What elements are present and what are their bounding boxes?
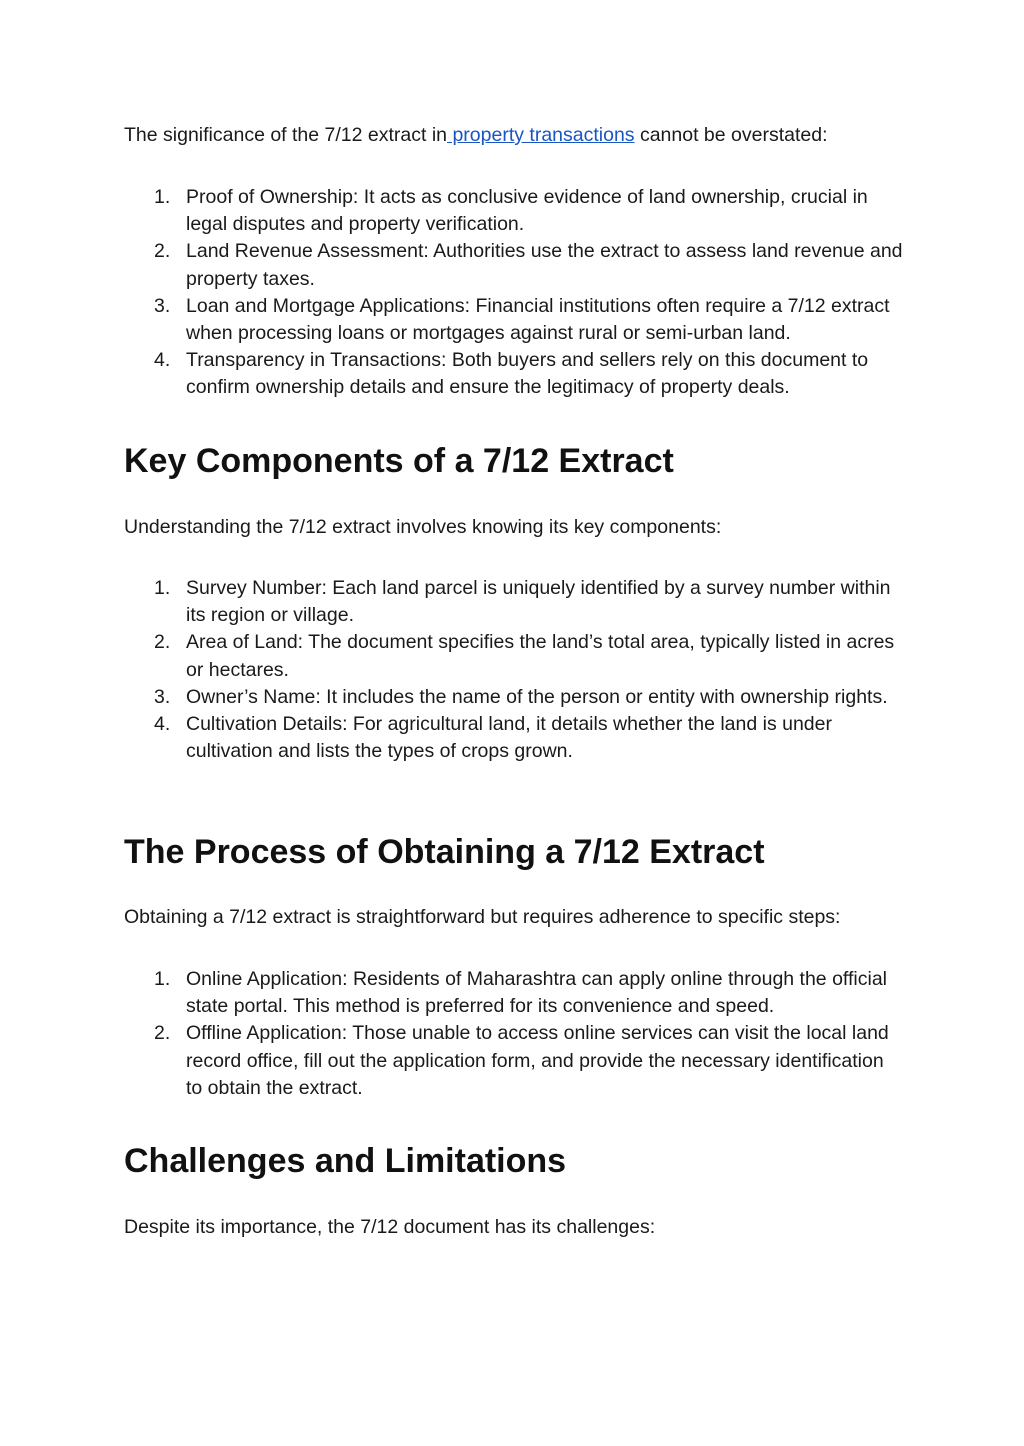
list-item: 1. Survey Number: Each land parcel is uniquely identified by a survey number within its region or village. (154, 577, 891, 627)
list-item: 2. Area of Land: The document specifies the land’s total area, typically listed in acres or hectares. (154, 631, 895, 681)
challenges-intro: Despite its importance, the 7/12 document has its challenges: (124, 1216, 656, 1238)
list-item: 4. Cultivation Details: For agricultural land, it details whether the land is under cultivation and lists the types of crops grown. (154, 713, 832, 763)
components-list (124, 575, 904, 765)
list-item: 2. Land Revenue Assessment: Authorities use the extract to assess land revenue and property taxes. (154, 240, 903, 290)
list-item: 3. Owner’s Name: It includes the name of the person or entity with ownership rights. (154, 685, 888, 708)
process-intro: Obtaining a 7/12 extract is straightforward but requires adherence to specific steps: (124, 906, 841, 928)
intro-text-after: cannot be overstated: (634, 124, 828, 146)
intro-text-before: The significance of the 7/12 extract in (124, 124, 448, 146)
list-item: 3. Loan and Mortgage Applications: Financial institutions often require a 7/12 extract when processing loans or mortgages against rural or semi-urban land. (154, 294, 890, 345)
intro-paragraph (124, 122, 924, 149)
property-transactions-link[interactable]: property transactions (447, 124, 635, 146)
section-heading-challenges: Challenges and Limitations (124, 1142, 567, 1180)
list-item: 2. Offline Application: Those unable to access online services can visit the local land record office, fill out the application form, and provide the necessary identification to obtain the extract. (154, 1022, 889, 1099)
components-intro: Understanding the 7/12 extract involves knowing its key components: (124, 516, 722, 538)
significance-list (124, 184, 904, 402)
section-heading-components: Key Components of a 7/12 Extract (124, 442, 674, 480)
list-item: 4. Transparency in Transactions: Both buyers and sellers rely on this document to confirm ownership details and ensure the legitimacy of property deals. (154, 349, 869, 399)
process-list (124, 966, 904, 1102)
list-item: 1. Proof of Ownership: It acts as conclusive evidence of land ownership, crucial in legal disputes and property verification. (154, 186, 868, 236)
section-heading-process: The Process of Obtaining a 7/12 Extract (124, 833, 765, 871)
list-item: 1. Online Application: Residents of Maharashtra can apply online through the official state portal. This method is preferred for its convenience and speed. (154, 968, 887, 1018)
